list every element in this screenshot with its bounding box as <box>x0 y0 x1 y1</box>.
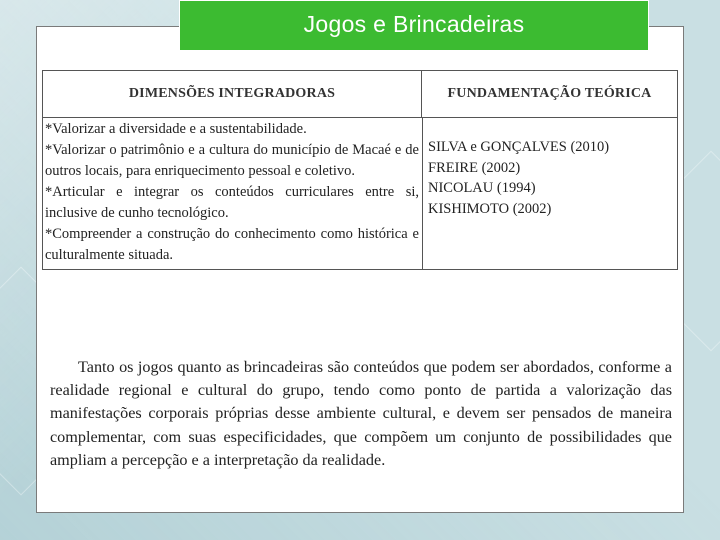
slide-title: Jogos e Brincadeiras <box>303 11 525 37</box>
references-list <box>428 137 673 219</box>
table-divider <box>43 117 677 118</box>
reference-item: KISHIMOTO (2002) <box>428 200 552 217</box>
reference-item: NICOLAU (1994) <box>428 180 536 196</box>
paragraph-text: Tanto os jogos quanto as brincadeiras são conteúdos que podem ser abordados, conforme a realidade regional e cultural do grupo, tendo como ponto de partida a valorização das manifestações corporais próprias desse ambiente cultural, e devem ser pensados de maneira complementar, com suas especificidades, que compõem um conjunto de possibilidades que ampliam a percepção e a interpretação da realidade. <box>50 358 672 469</box>
reference-item: SILVA e GONÇALVES (2010) <box>428 139 610 155</box>
body-paragraph <box>50 356 672 472</box>
header-dimensions: DIMENSÕES INTEGRADORAS <box>43 71 422 117</box>
reference-item: FREIRE (2002) <box>428 159 521 176</box>
content-table <box>42 70 678 270</box>
title-bar <box>179 0 649 51</box>
dimensions-list <box>45 119 419 266</box>
dimension-item: *Compreender a construção do conhecimento como histórica e culturalmente situada. <box>45 226 419 263</box>
header-foundation: FUNDAMENTAÇÃO TEÓRICA <box>447 86 652 101</box>
dimension-item: *Valorizar o patrimônio e a cultura do município de Macaé e de outros locais, para enriquecimento pessoal e coletivo. <box>45 142 419 179</box>
dimension-item: *Valorizar a diversidade e a sustentabilidade. <box>45 121 307 137</box>
table-column-divider <box>422 117 423 269</box>
dimension-item: *Articular e integrar os conteúdos curriculares entre si, inclusive de cunho tecnológico. <box>45 184 419 221</box>
